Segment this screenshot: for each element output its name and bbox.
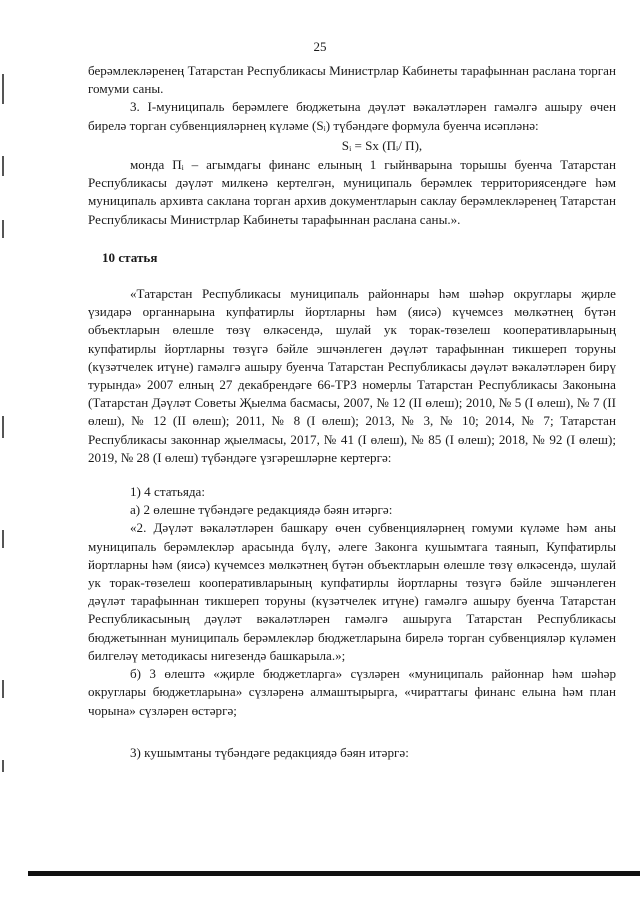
document-body: [88, 62, 616, 762]
article-heading: 10 статья: [102, 249, 158, 265]
paragraph-clause-3: 3. I-муниципаль берәмлеге бюджетына дәүләт вәкаләтләрен гамәлгә ашыру өчен бирелә торган субвенцияләрнең күләме (Sᵢ) түбәндәге формула буенча исәпләнә:: [88, 99, 616, 133]
paragraph-part-2-text: «2. Дәүләт вәкаләтләрен башкару өчен субвенцияләрнең гомуми күләме һәм аны муниципаль берәмлекләр арасында бүлү, әлеге Законга кушымтага таянып, Купфатирлы йортларны һәм (яисә) күчемсез мөлкәтнең бүтән объектларын өлешле төзү өлкәсендә, шулай ук торак-төзелеш кооперативларының купфатирлы йортларны төзүгә бәйле эшчәнлеген дәүләт тарафыннан тикшереп торуны (күзәтчелек итүне) гамәлгә ашыру буенча Татарстан Республикасының дәүләт вәкаләтләрен гамәлгә ашыруга Татарстан Республикасы бюджетыннан муниципаль берәмлекләр бюджетларына бирелә торган субвенцияләр күләмен билгеләү методикасы нигезендә башкарыла.»;: [88, 520, 616, 663]
list-item-article-4: 1) 4 статьяда:: [130, 484, 205, 500]
subvention-formula: Sᵢ = Sх (Пᵢ/ П),: [341, 137, 423, 153]
scan-bottom-border: [28, 871, 640, 876]
paragraph-law-reference: «Татарстан Республикасы муниципаль районнары һәм шәһәр округлары җирле үзидарә органнарына купфатирлы йортларны һәм (яисә) күчемсез мөлкәтнең бүтән объектларын өлешле төзү өлкәсендә, шулай ук торак-төзелеш кооперативларының купфатирлы йортларны төзүгә бәйле эшчәнлеген дәүләт тарафыннан тикшереп торуны (күзәтчелек итүне) гамәлгә ашыру буенча Татарстан Республикасы дәүләт вәкаләтләрен бирү турында» 2007 елның 27 декабрендәге 66-ТРЗ номерлы Татарстан Республикасы Законына (Татарстан Дәүләт Советы Җыелма басмасы, 2007, № 12 (II өлеш); 2010, № 5 (I өлеш), № 7 (II өлеш), № 12 (II өлеш); 2011, № 8 (I өлеш); 2013, № 3, № 10; 2014, № 7; Татарстан Республикасы законнар җыелмасы, 2017, № 41 (I өлеш), № 85 (I өлеш); 2018, № 92 (I өлеш); 2019, № 28 (I өлеш) түбәндәге үзгәрешләрне кертергә:: [88, 286, 616, 465]
list-item-appendix: 3) кушымтаны түбәндәге редакциядә бәян итәргә:: [130, 744, 409, 760]
list-item-part-2: а) 2 өлешне түбәндәге редакциядә бәян итәргә:: [130, 502, 393, 518]
page-number: 25: [313, 39, 327, 54]
paragraph-formula-definition: монда Пᵢ – агымдагы финанс елының 1 гыйнварына торышы буенча Татарстан Республикасы дәүләт милкенә кертелгән, муниципаль берәмлек территориясендәге һәм муниципаль архивта саклана торган архив документларын саклау берәмлекләренең Татарстан Республикасы Министрлар Кабинеты тарафыннан раслана саны.».: [88, 157, 616, 227]
paragraph-continuation: берәмлекләренең Татарстан Республикасы Министрлар Кабинеты тарафыннан раслана торган гомуми саны.: [88, 63, 616, 97]
list-item-part-3: б) 3 өлештә «җирле бюджетларга» сүзләрен «муниципаль районнар һәм шәһәр округлары бюджетларына» сүзләренә алмаштырырга, «чираттагы финанс елына һәм план чорына» сүзләрен өстәргә;: [88, 666, 616, 718]
